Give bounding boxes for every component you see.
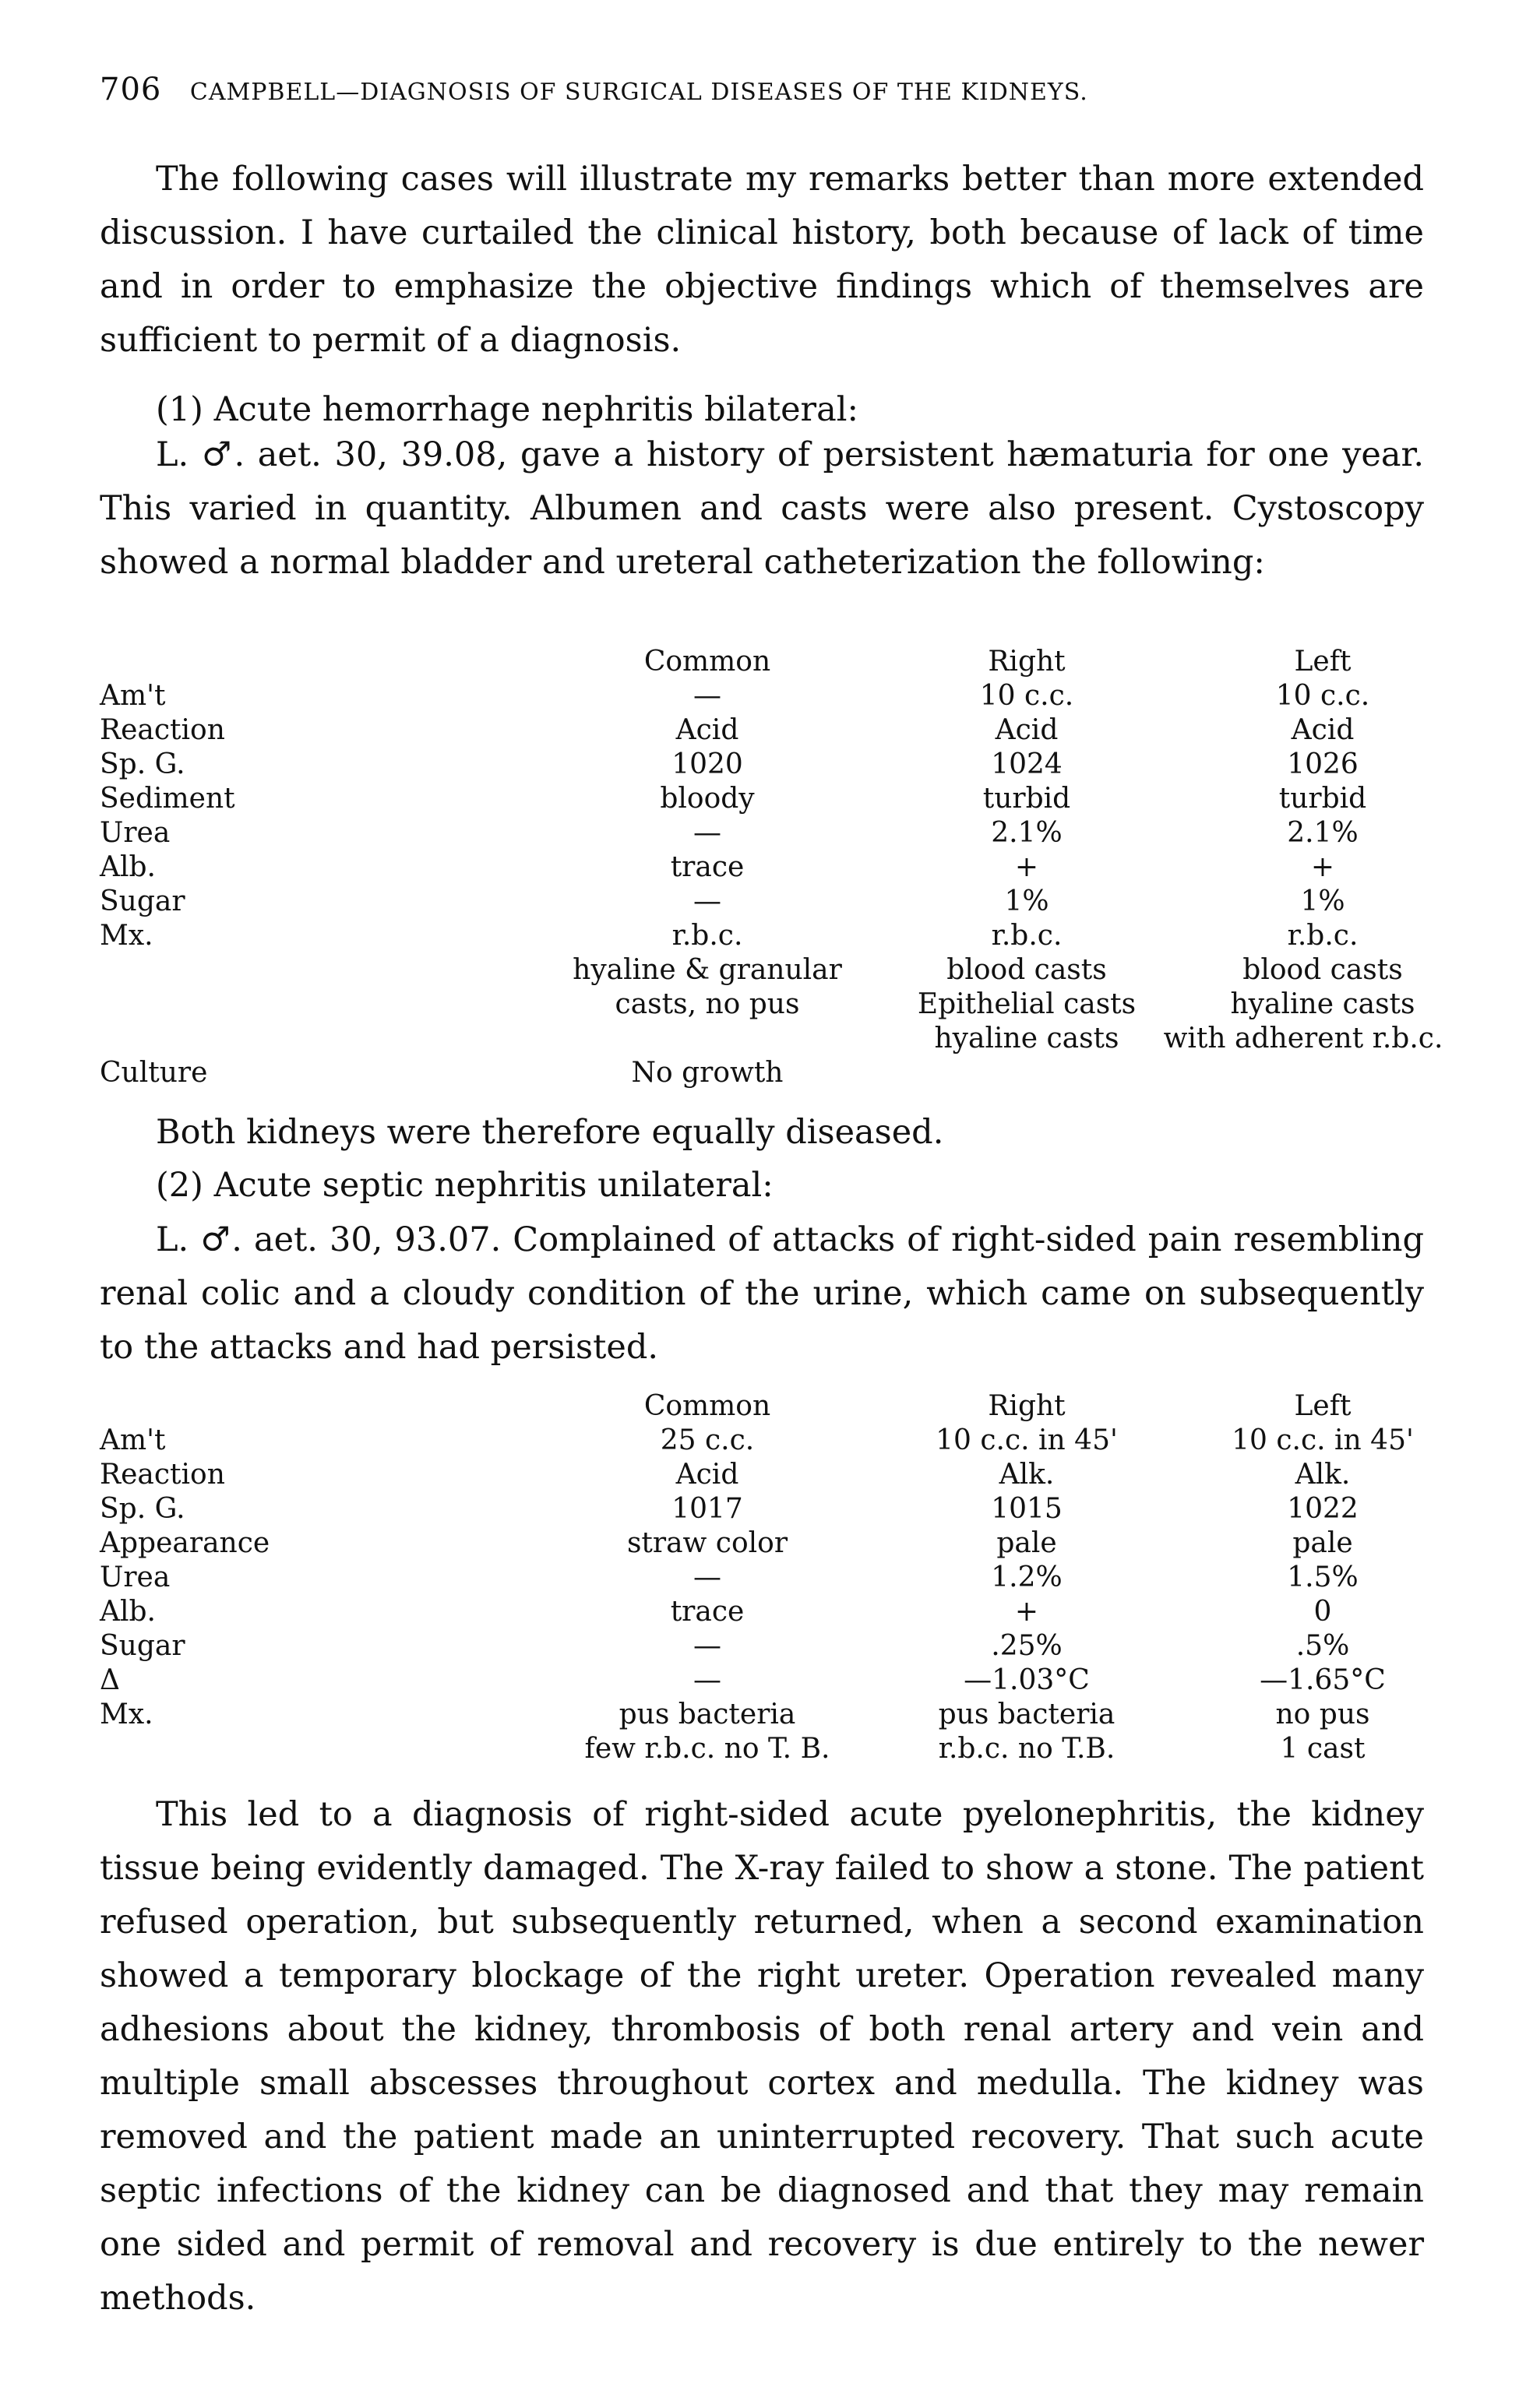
- cell-right: .25%: [991, 1630, 1063, 1662]
- table-row: [100, 850, 1440, 885]
- table-row: [100, 1492, 1440, 1526]
- table-row: [100, 748, 1440, 782]
- cell-right: r.b.c. no T.B.: [938, 1733, 1115, 1765]
- table-row: [100, 679, 1440, 713]
- row-label: Urea: [100, 817, 171, 849]
- cell-common: No growth: [631, 1057, 784, 1089]
- row-label: Sp. G.: [100, 748, 185, 780]
- cell-common: bloody: [660, 783, 755, 815]
- cell-common: straw color: [626, 1527, 788, 1559]
- cell-right: 1%: [1004, 885, 1049, 917]
- column-header-left: Left: [1294, 646, 1352, 678]
- row-label: Appearance: [100, 1527, 270, 1559]
- case1-history: L. ♂. aet. 30, 39.08, gave a history of persistent hæmaturia for one year. This varied in quantity. Albumen and casts were also present. Cystoscopy showed a normal bladder and ureteral catheterization the following:: [100, 435, 1424, 582]
- cell-left: 10 c.c.: [1275, 680, 1370, 712]
- cell-left: 2.1%: [1287, 817, 1359, 849]
- table-row: [100, 782, 1440, 816]
- cell-left: —1.65°C: [1260, 1664, 1386, 1696]
- row-label: Sp. G.: [100, 1493, 185, 1525]
- cell-common: hyaline & granular: [573, 954, 842, 986]
- cell-common: 1020: [671, 748, 743, 780]
- cell-right: Acid: [995, 714, 1059, 746]
- cell-common: pus bacteria: [619, 1699, 796, 1730]
- cell-left: hyaline casts: [1230, 988, 1415, 1020]
- cell-right: 10 c.c.: [979, 680, 1074, 712]
- case2-conclusion: This led to a diagnosis of right-sided acute pyelonephritis, the kidney tissue being evidently damaged. The X-ray failed to show a stone. The patient refused operation, but subsequently returned, when a second examination showed a temporary blockage of the right ureter. Operation revealed many adhesions about the kidney, thrombosis of both renal artery and vein and multiple small abscesses throughout cortex and medulla. The kidney was removed and the patient made an uninterrupted recovery. That such acute septic infections of the kidney can be diagnosed and that they may remain one sided and permit of removal and recovery is due entirely to the newer methods.: [100, 1795, 1424, 2318]
- running-header: [100, 72, 1424, 107]
- column-header-right: Right: [988, 1390, 1066, 1422]
- cell-left: no pus: [1275, 1699, 1370, 1730]
- table-row: [100, 953, 1440, 987]
- cell-left: 1 cast: [1280, 1733, 1366, 1765]
- table-row: [100, 816, 1440, 850]
- cell-left: turbid: [1278, 783, 1367, 815]
- row-label: Culture: [100, 1057, 208, 1089]
- cell-common: r.b.c.: [671, 920, 743, 952]
- case2-heading: (2) Acute septic nephritis unilateral:: [156, 1166, 774, 1205]
- cell-common: —: [693, 885, 721, 917]
- table-row: [100, 1595, 1440, 1629]
- cell-common: Acid: [675, 714, 739, 746]
- cell-right: +: [1014, 1596, 1039, 1628]
- table-row: [100, 1424, 1440, 1458]
- cell-right: 2.1%: [991, 817, 1063, 849]
- table-row: [100, 1022, 1443, 1056]
- cell-left: .5%: [1295, 1630, 1350, 1662]
- cell-common: trace: [670, 1596, 745, 1628]
- table-row: [100, 1458, 1440, 1492]
- cell-common: 1017: [671, 1493, 743, 1525]
- case1-conclusion: Both kidneys were therefore equally diseased.: [156, 1113, 944, 1152]
- row-label: Sugar: [100, 1630, 185, 1662]
- case2-history: L. ♂. aet. 30, 93.07. Complained of attacks of right-sided pain resembling renal colic and a cloudy condition of the urine, which came on subsequently to the attacks and had persisted.: [100, 1220, 1424, 1367]
- row-label: Reaction: [100, 1459, 225, 1491]
- cell-left: 1.5%: [1287, 1561, 1359, 1593]
- cell-right: —1.03°C: [964, 1664, 1090, 1696]
- cell-common: 25 c.c.: [660, 1424, 755, 1456]
- column-header-left: Left: [1294, 1390, 1352, 1422]
- cell-common: —: [693, 1561, 721, 1593]
- case1-heading: (1) Acute hemorrhage nephritis bilateral:: [156, 390, 858, 429]
- row-label: Alb.: [100, 851, 156, 883]
- cell-left: 1026: [1287, 748, 1359, 780]
- column-header-common: Common: [643, 1390, 771, 1422]
- running-title: CAMPBELL—DIAGNOSIS OF SURGICAL DISEASES OF THE KIDNEYS.: [189, 79, 1088, 106]
- cell-left: 0: [1313, 1596, 1332, 1628]
- cell-right: 10 c.c. in 45': [936, 1424, 1118, 1456]
- cell-right: 1015: [991, 1493, 1063, 1525]
- cell-common: —: [693, 680, 721, 712]
- cell-left: pale: [1292, 1527, 1353, 1559]
- row-label: Mx.: [100, 920, 153, 952]
- case1-table: [100, 645, 1443, 1090]
- intro-paragraph: The following cases will illustrate my remarks better than more extended discussion. I have curtailed the clinical history, both because of lack of time and in order to emphasize the objective findings which of themselves are sufficient to permit of a diagnosis.: [100, 160, 1424, 360]
- row-label: Δ: [100, 1664, 120, 1696]
- cell-left: 10 c.c. in 45': [1232, 1424, 1414, 1456]
- cell-right: Epithelial casts: [917, 988, 1137, 1020]
- table-row: [100, 987, 1440, 1022]
- row-label: Am't: [100, 1424, 166, 1456]
- cell-left: with adherent r.b.c.: [1163, 1023, 1443, 1054]
- table-row: [100, 1056, 1440, 1090]
- cell-right: blood casts: [946, 954, 1107, 986]
- cell-right: pus bacteria: [938, 1699, 1115, 1730]
- cell-common: few r.b.c. no T. B.: [584, 1733, 830, 1765]
- cell-right: 1024: [991, 748, 1063, 780]
- cell-common: trace: [670, 851, 745, 883]
- row-label: Sediment: [100, 783, 235, 815]
- cell-right: turbid: [982, 783, 1071, 815]
- row-label: Reaction: [100, 714, 225, 746]
- cell-common: —: [693, 1630, 721, 1662]
- table-row: [100, 885, 1440, 919]
- cell-common: Acid: [675, 1459, 739, 1491]
- cell-common: —: [693, 817, 721, 849]
- column-header-right: Right: [988, 646, 1066, 678]
- cell-left: +: [1310, 851, 1335, 883]
- cell-common: —: [693, 1664, 721, 1696]
- row-label: Am't: [100, 680, 166, 712]
- cell-right: hyaline casts: [934, 1023, 1119, 1054]
- table-row: [100, 713, 1440, 748]
- page-number: 706: [100, 72, 162, 107]
- table-row: [100, 1732, 1440, 1766]
- column-header-common: Common: [643, 646, 771, 678]
- cell-common: casts, no pus: [615, 988, 800, 1020]
- cell-right: r.b.c.: [991, 920, 1063, 952]
- cell-left: Alk.: [1295, 1459, 1351, 1491]
- case1-table-header: [100, 645, 1440, 679]
- table-row: [100, 1663, 1440, 1698]
- cell-right: pale: [996, 1527, 1057, 1559]
- cell-right: +: [1014, 851, 1039, 883]
- table-row: [100, 1561, 1440, 1595]
- case2-table: [100, 1389, 1440, 1766]
- row-label: Urea: [100, 1561, 171, 1593]
- table-row: [100, 1526, 1440, 1561]
- cell-right: 1.2%: [991, 1561, 1063, 1593]
- cell-left: r.b.c.: [1287, 920, 1359, 952]
- table-row: [100, 919, 1440, 953]
- row-label: Sugar: [100, 885, 185, 917]
- row-label: Mx.: [100, 1699, 153, 1730]
- table-row: [100, 1698, 1440, 1732]
- row-label: Alb.: [100, 1596, 156, 1628]
- cell-left: blood casts: [1242, 954, 1403, 986]
- cell-left: 1%: [1300, 885, 1345, 917]
- cell-right: Alk.: [999, 1459, 1055, 1491]
- cell-left: Acid: [1291, 714, 1355, 746]
- table-row: [100, 1629, 1440, 1663]
- cell-left: 1022: [1287, 1493, 1359, 1525]
- case2-table-header: [100, 1389, 1440, 1424]
